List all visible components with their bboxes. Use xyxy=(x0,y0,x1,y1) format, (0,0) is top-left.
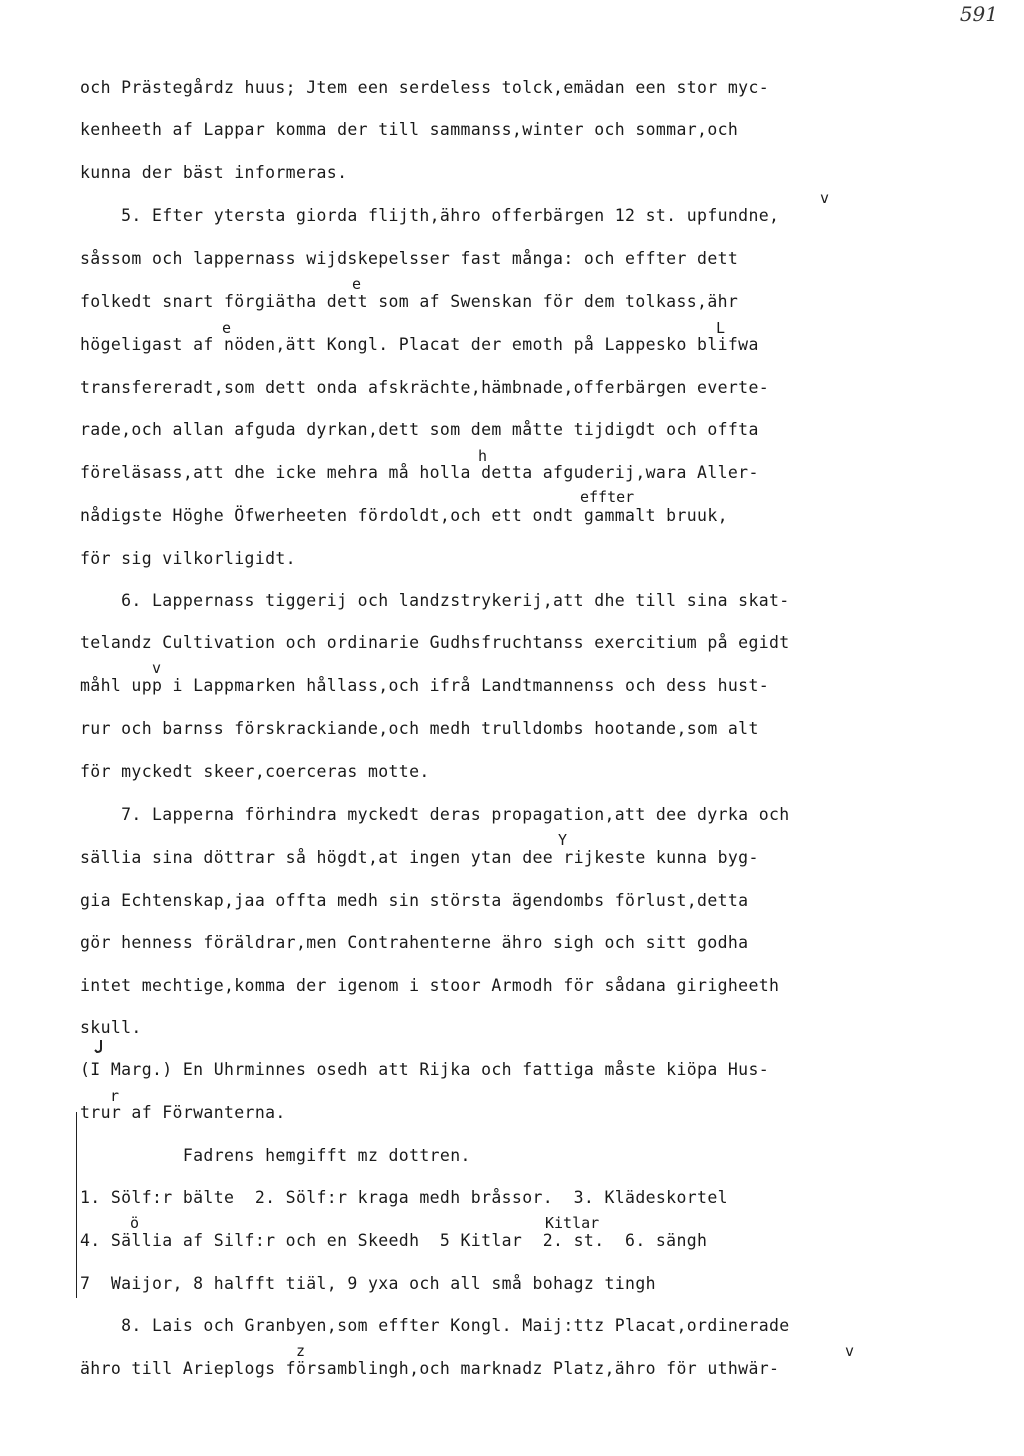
interlinear-v-upp: v xyxy=(152,659,162,677)
interlinear-h-holla: h xyxy=(478,447,488,465)
text-line-15: måhl upp i Lappmarken hållass,och ifrå Landtmannenss och dess hust- xyxy=(80,676,770,695)
text-line-5: såssom och lappernass wijdskepelsser fast många: och effter dett xyxy=(80,249,739,268)
text-line-19: sällia sina döttrar så högdt,at ingen ytan dee rijkeste kunna byg- xyxy=(80,848,759,867)
text-line-8: transfereradt,som dett onda afskrächte,hämbnade,offerbärgen everte- xyxy=(80,378,770,397)
text-line-29: 7 Waijor, 8 halfft tiäl, 9 yxa och all små bohagz tingh xyxy=(80,1274,656,1293)
text-line-13: 6. Lappernass tiggerij och landzstrykerij,att dhe till sina skat- xyxy=(80,591,790,610)
text-line-31: ähro till Arieplogs församblingh,och marknadz Platz,ähro för uthwär- xyxy=(80,1359,780,1378)
text-line-7: högeligast af nöden,ätt Kongl. Placat der emoth på Lappesko blifwa xyxy=(80,335,759,354)
interlinear-v-uthwar: v xyxy=(845,1342,855,1360)
text-line-21: gör henness föräldrar,men Contrahenterne ähro sigh och sitt godha xyxy=(80,933,749,952)
text-line-11: nådigste Höghe Öfwerheeten fördoldt,och ett ondt gammalt bruuk, xyxy=(80,506,728,525)
text-line-2: kenheeth af Lappar komma der till sammanss,winter och sommar,och xyxy=(80,120,739,139)
text-line-3: kunna der bäst informeras. xyxy=(80,163,348,182)
page-number: 591 xyxy=(959,2,998,26)
text-line-30: 8. Lais och Granbyen,som effter Kongl. Maij:ttz Placat,ordinerade xyxy=(80,1316,790,1335)
interlinear-Y-ytan: Y xyxy=(558,831,568,849)
text-line-27: 1. Sölf:r bälte 2. Sölf:r kraga medh bråssor. 3. Klädeskortel xyxy=(80,1188,728,1207)
text-line-26: Fadrens hemgifft mz dottren. xyxy=(80,1146,471,1165)
interlinear-e-swenskan: e xyxy=(352,275,362,293)
interlinear-v-upfundne: v xyxy=(820,189,830,207)
text-line-10: föreläsass,att dhe icke mehra må holla detta afguderij,wara Aller- xyxy=(80,463,759,482)
text-line-20: gia Echtenskap,jaa offta medh sin största ägendombs förlust,detta xyxy=(80,891,749,910)
text-line-6: folkedt snart förgiätha dett som af Swenskan för dem tolkass,ähr xyxy=(80,292,739,311)
text-line-28: 4. Sällia af Silf:r och en Skeedh 5 Kitlar 2. st. 6. sängh xyxy=(80,1231,708,1250)
margin-mark xyxy=(92,1038,106,1058)
text-line-14: telandz Cultivation och ordinarie Gudhsfruchtanss exercitium på egidt xyxy=(80,633,790,652)
interlinear-z-arieplogs: z xyxy=(296,1342,306,1360)
text-line-4: 5. Efter ytersta giorda flijth,ähro offerbärgen 12 st. upfundne, xyxy=(80,206,780,225)
margin-bracket xyxy=(76,1112,77,1298)
text-line-18: 7. Lapperna förhindra myckedt deras propagation,att dee dyrka och xyxy=(80,805,790,824)
text-line-1: och Prästegårdz huus; Jtem een serdeless tolck,emädan een stor myc- xyxy=(80,78,770,97)
text-line-12: för sig vilkorligidt. xyxy=(80,549,296,568)
interlinear-o-sallia: ö xyxy=(130,1214,140,1232)
interlinear-e-att: e xyxy=(222,319,232,337)
interlinear-kitlar: Kitlar xyxy=(545,1214,600,1232)
text-line-22: intet mechtige,komma der igenom i stoor Armodh för sådana girigheeth xyxy=(80,976,780,995)
interlinear-effter: effter xyxy=(580,488,635,506)
interlinear-L-lappesko: L xyxy=(716,319,726,337)
text-line-17: för myckedt skeer,coerceras motte. xyxy=(80,762,430,781)
text-line-9: rade,och allan afguda dyrkan,dett som dem måtte tijdigdt och offta xyxy=(80,420,759,439)
text-line-25: trur af Förwanterna. xyxy=(80,1103,286,1122)
interlinear-r-trur: r xyxy=(110,1087,120,1105)
text-line-16: rur och barnss förskrackiande,och medh trulldombs hootande,som alt xyxy=(80,719,759,738)
text-line-24: (I Marg.) En Uhrminnes osedh att Rijka och fattiga måste kiöpa Hus- xyxy=(80,1060,770,1079)
text-line-23: skull. xyxy=(80,1018,142,1037)
